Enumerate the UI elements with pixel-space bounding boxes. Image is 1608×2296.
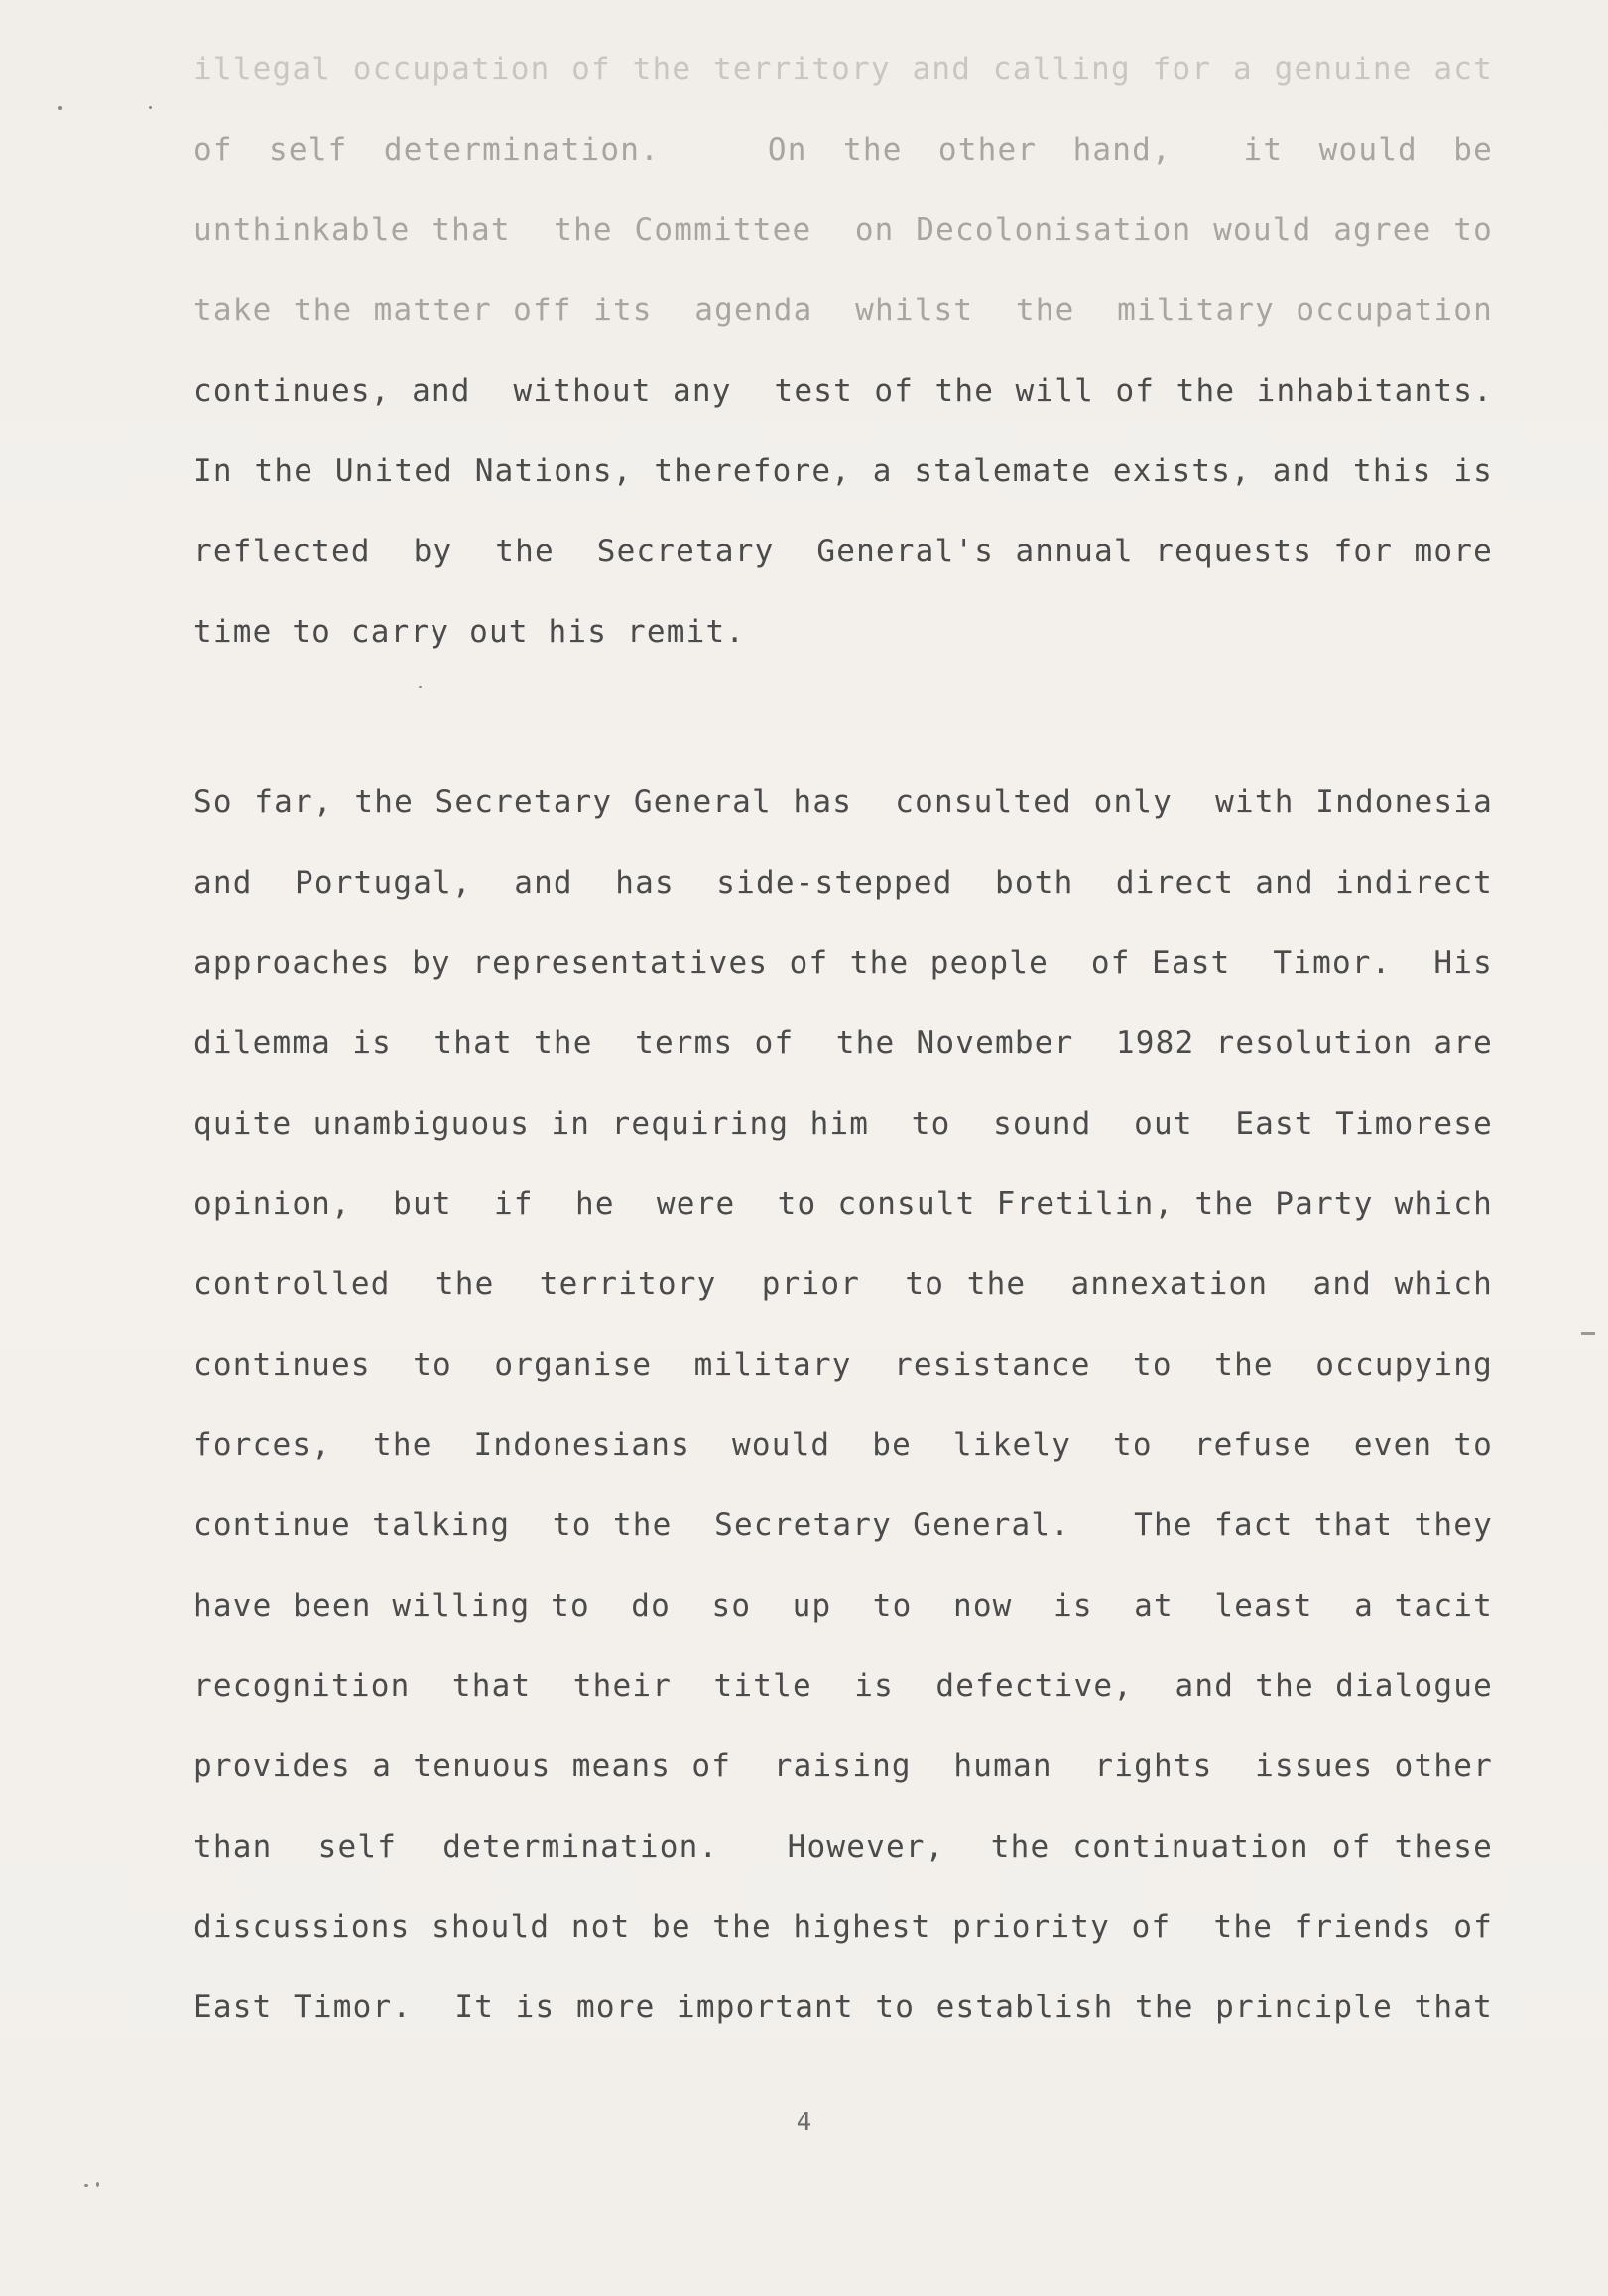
text-line: In the United Nations, therefore, a stalemate exists, and this is xyxy=(193,453,1493,489)
paragraph-2 xyxy=(193,763,1493,2048)
text-line: discussions should not be the highest priority of the friends of xyxy=(193,1909,1493,1945)
scan-speck xyxy=(149,106,152,109)
text-line: and Portugal, and has side-stepped both direct and indirect xyxy=(193,865,1493,901)
text-line: illegal occupation of the territory and calling for a genuine act xyxy=(193,52,1493,87)
text-line: reflected by the Secretary General's annual requests for more xyxy=(193,534,1493,569)
text-line: unthinkable that the Committee on Decolonisation would agree to xyxy=(193,212,1493,248)
text-line: have been willing to do so up to now is at least a tacit xyxy=(193,1588,1493,1624)
text-line: dilemma is that the terms of the November 1982 resolution are xyxy=(193,1026,1493,1061)
scan-speck xyxy=(419,686,422,688)
text-line: recognition that their title is defective, and the dialogue xyxy=(193,1668,1493,1704)
text-line: approaches by representatives of the people of East Timor. His xyxy=(193,945,1493,981)
scan-speck xyxy=(96,2182,99,2187)
scan-speck xyxy=(84,2184,88,2187)
text-line: than self determination. However, the continuation of these xyxy=(193,1829,1493,1865)
text-line: provides a tenuous means of raising human rights issues other xyxy=(193,1749,1493,1784)
text-line: of self determination. On the other hand, it would be xyxy=(193,132,1493,168)
text-line: East Timor. It is more important to establish the principle that xyxy=(193,1990,1493,2025)
text-line: continue talking to the Secretary General. The fact that they xyxy=(193,1508,1493,1543)
text-line: continues, and without any test of the will of the inhabitants. xyxy=(193,373,1493,409)
text-line: forces, the Indonesians would be likely to refuse even to xyxy=(193,1427,1493,1463)
page-number: 4 xyxy=(796,2108,812,2137)
text-line: opinion, but if he were to consult Fretilin, the Party which xyxy=(193,1186,1493,1222)
scan-speck xyxy=(58,106,62,110)
text-line: continues to organise military resistance to the occupying xyxy=(193,1347,1493,1383)
scan-mark xyxy=(1581,1332,1595,1335)
text-line: So far, the Secretary General has consulted only with Indonesia xyxy=(193,785,1493,820)
text-line: take the matter off its agenda whilst the military occupation xyxy=(193,293,1493,328)
paragraph-1 xyxy=(193,30,1493,672)
text-line: quite unambiguous in requiring him to sound out East Timorese xyxy=(193,1106,1493,1142)
text-line: time to carry out his remit. xyxy=(193,614,746,650)
text-line: controlled the territory prior to the annexation and which xyxy=(193,1267,1493,1302)
